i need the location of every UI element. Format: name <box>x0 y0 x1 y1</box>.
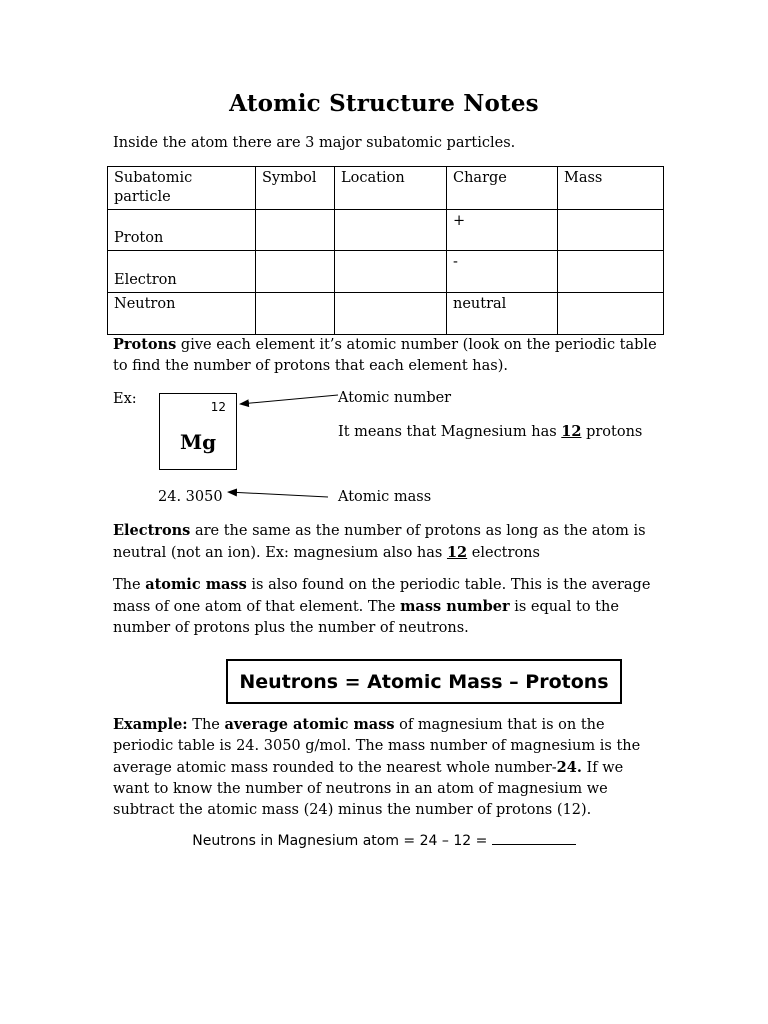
text-run: If we want to know the number of neutrons in an atom of magnesium we subtract the atomic mass (24) minus the number of protons (12). <box>113 760 624 818</box>
calculation-text: Neutrons in Magnesium atom = 24 – 12 = <box>192 833 492 849</box>
protons-text: atomic number (look on the periodic table to find the number of protons that each element has). <box>113 337 657 374</box>
mass-number-value: 24. <box>556 759 582 776</box>
charge-value: - <box>453 254 458 270</box>
text-run: is also found on the periodic table. This is the average mass of one atom of that element. The <box>113 577 651 615</box>
text-run: is equal to the number of protons plus the number of neutrons. <box>113 599 619 636</box>
atomic-mass-term: atomic mass <box>145 576 247 593</box>
atomic-number-arrow <box>240 395 338 404</box>
calculation-line <box>0 830 768 849</box>
example-label: Ex: <box>113 391 137 407</box>
meaning-prefix: It means that Magnesium has <box>338 424 562 440</box>
example-term: Example: <box>113 716 188 733</box>
neutron-formula-box: Neutrons = Atomic Mass – Protons <box>226 659 622 704</box>
text-run: The <box>187 717 225 733</box>
protons-meaning-text <box>338 421 642 443</box>
electrons-text: are the same as the number of protons as long as the atom is neutral (not an ion). Ex: magnesium also has <box>113 523 646 561</box>
electrons-term: Electrons <box>113 522 191 539</box>
electrons-count: 12 <box>446 544 468 561</box>
mass-number-term: mass number <box>400 598 510 615</box>
page-title: Atomic Structure Notes <box>229 90 539 117</box>
average-atomic-mass-term: average atomic mass <box>224 716 395 733</box>
protons-text: give each element it’s <box>176 337 342 353</box>
atomic-mass-label: Atomic mass <box>338 489 432 505</box>
example-paragraph <box>113 714 658 821</box>
atomic-number-label: Atomic number <box>338 390 452 406</box>
protons-count: 12 <box>561 423 582 440</box>
text-run: of magnesium that is on the periodic table is 24. 3050 g/mol. The mass number of magnesium is the average atomic mass rounded to the nearest whole number- <box>113 717 641 776</box>
particle-name: Neutron <box>108 293 256 335</box>
electrons-suffix: electrons <box>467 545 540 561</box>
answer-blank[interactable] <box>492 830 576 845</box>
meaning-suffix: protons <box>581 424 643 440</box>
electrons-paragraph <box>113 520 658 564</box>
atomic-mass-paragraph <box>113 574 658 639</box>
table-header-cell: Charge <box>447 167 558 210</box>
particle-name: Proton <box>114 230 164 246</box>
intro-text: Inside the atom there are 3 major subatomic particles. <box>113 135 516 151</box>
element-atomic-number: 12 <box>210 400 226 414</box>
protons-term: Protons <box>113 336 177 353</box>
atomic-mass-arrow <box>228 492 328 497</box>
atomic-mass-value: 24. 3050 <box>158 489 223 505</box>
particle-name: Electron <box>114 272 177 288</box>
charge-value: + <box>453 213 466 229</box>
table-header-cell: Subatomic particle <box>108 167 256 210</box>
table-header-cell: Mass <box>558 167 664 210</box>
element-symbol: Mg <box>179 430 217 454</box>
text-run: The <box>113 577 146 593</box>
table-header-cell: Symbol <box>256 167 335 210</box>
charge-value: neutral <box>447 293 558 335</box>
table-header-cell: Location <box>335 167 447 210</box>
